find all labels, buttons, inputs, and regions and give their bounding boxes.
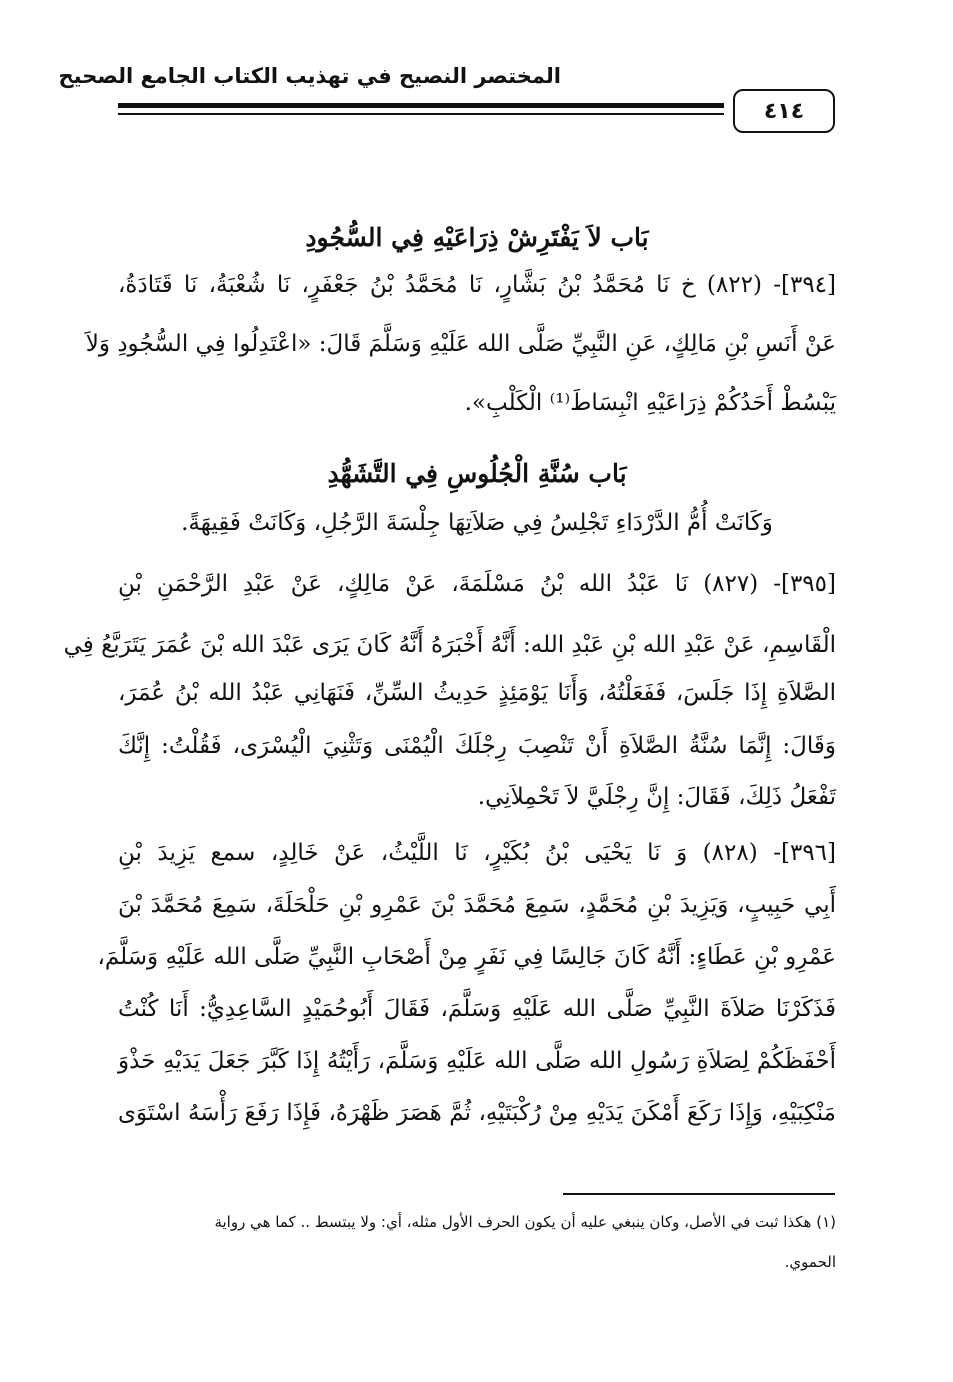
footnote-rule	[563, 1193, 835, 1195]
text-line: تَفْعَلُ ذَلِكَ، فَقَالَ: إِنَّ رِجْلَيَّ لاَ تَحْمِلاَنِي.	[477, 784, 836, 810]
text-line: وَقَالَ: إِنَّمَا سُنَّةُ الصَّلاَةِ أَنْ تَنْصِبَ رِجْلَكَ الْيُمْنَى وَتَثْنِيَ الْيُسْرَى، فَقُلْتُ: إِنَّكَ	[118, 733, 836, 759]
text-line: عَنْ أَنَسِ بْنِ مَالِكٍ، عَنِ النَّبِيِّ صَلَّى الله عَلَيْهِ وَسَلَّمَ قَالَ: «اعْتَدِلُوا فِي السُّجُودِ وَلاَ	[85, 331, 836, 357]
chapter-heading-1: بَاب لاَ يَفْتَرِشْ ذِرَاعَيْهِ فِي السُّجُودِ	[305, 223, 649, 252]
text-line: أَبِي حَبِيبٍ، وَيَزِيدَ بْنِ مُحَمَّدٍ، سَمِعَ مُحَمَّدَ بْنَ عَمْرِو بْنِ حَلْحَلَةَ، سَمِعَ مُحَمَّدَ بْنَ	[118, 892, 836, 918]
footnote-line: الحموي.	[784, 1253, 836, 1271]
chapter-heading-2: بَاب سُنَّةِ الْجُلُوسِ فِي التَّشَهُّدِ	[327, 459, 627, 488]
text-line: [٣٩٦]- (٨٢٨) وَ نَا يَحْيَى بْنُ بُكَيْرٍ، نَا اللَّيْثُ، عَنْ خَالِدٍ، سمع يَزِيدَ بْنِ	[118, 840, 837, 866]
text-line: [٣٩٥]- (٨٢٧) نَا عَبْدُ الله بْنُ مَسْلَمَةَ، عَنْ مَالِكٍ، عَنْ عَبْدِ الرَّحْمَنِ بْنِ	[118, 571, 836, 597]
page-number: ٤١٤	[733, 89, 835, 133]
text-line: أَحْفَظَكُمْ لِصَلاَةِ رَسُولِ الله صَلَّى الله عَلَيْهِ وَسَلَّمَ، رَأَيْتُهُ إِذَا كَبَّرَ جَعَلَ يَدَيْهِ حَذْوَ	[118, 1048, 836, 1074]
text-line: الصَّلاَةِ إِذَا جَلَسَ، فَفَعَلْتُهُ، وَأَنَا يَوْمَئِذٍ حَدِيثُ السِّنِّ، فَنَهَانِي عَبْدُ الله بْنُ عُمَرَ،	[118, 680, 836, 706]
header-rule-thin	[118, 113, 724, 115]
text-line: فَذَكَرْنَا صَلاَةَ النَّبِيِّ صَلَّى الله عَلَيْهِ وَسَلَّمَ، فَقَالَ أَبُوحُمَيْدٍ السَّاعِدِيُّ: أَنَا كُنْتُ	[118, 996, 836, 1022]
running-title: المختصر النصيح في تهذيب الكتاب الجامع الصحيح	[58, 64, 561, 88]
text-line: الْقَاسِمِ، عَنْ عَبْدِ الله بْنِ عَبْدِ الله: أَنَّهُ أَخْبَرَهُ أَنَّهُ كَانَ يَرَى عَبْدَ الله بْنَ عُمَرَ يَتَرَبَّعُ فِي	[63, 632, 836, 658]
text-line: [٣٩٤]- (٨٢٢) خ نَا مُحَمَّدُ بْنُ بَشَّارٍ، نَا مُحَمَّدُ بْنُ جَعْفَرٍ، نَا شُعْبَةُ، نَا قَتَادَةُ،	[118, 272, 837, 298]
text-line: وَكَانَتْ أُمُّ الدَّرْدَاءِ تَجْلِسُ فِي صَلاَتِهَا جِلْسَةَ الرَّجُلِ، وَكَانَتْ فَقِيهَةً.	[181, 510, 773, 536]
text-line: مَنْكِبَيْهِ، وَإِذَا رَكَعَ أَمْكَنَ يَدَيْهِ مِنْ رُكْبَتَيْهِ، ثُمَّ هَصَرَ ظَهْرَهُ، فَإِذَا رَفَعَ رَأْسَهُ اسْتَوَى	[118, 1100, 836, 1126]
header-rule-thick	[118, 103, 724, 108]
footnote-line: (١) هكذا ثبت في الأصل، وكان ينبغي عليه أن يكون الحرف الأول مثله، أي: ولا يبتسط .. كما هي رواية	[214, 1213, 836, 1231]
text-line: عَمْرِو بْنِ عَطَاءٍ: أَنَّهُ كَانَ جَالِسًا فِي نَفَرٍ مِنْ أَصْحَابِ النَّبِيِّ صَلَّى الله عَلَيْهِ وَسَلَّمَ،	[97, 944, 836, 970]
text-line: يَبْسُطْ أَحَدُكُمْ ذِرَاعَيْهِ انْبِسَاطَ⁽¹⁾ الْكَلْبِ».	[464, 390, 836, 416]
